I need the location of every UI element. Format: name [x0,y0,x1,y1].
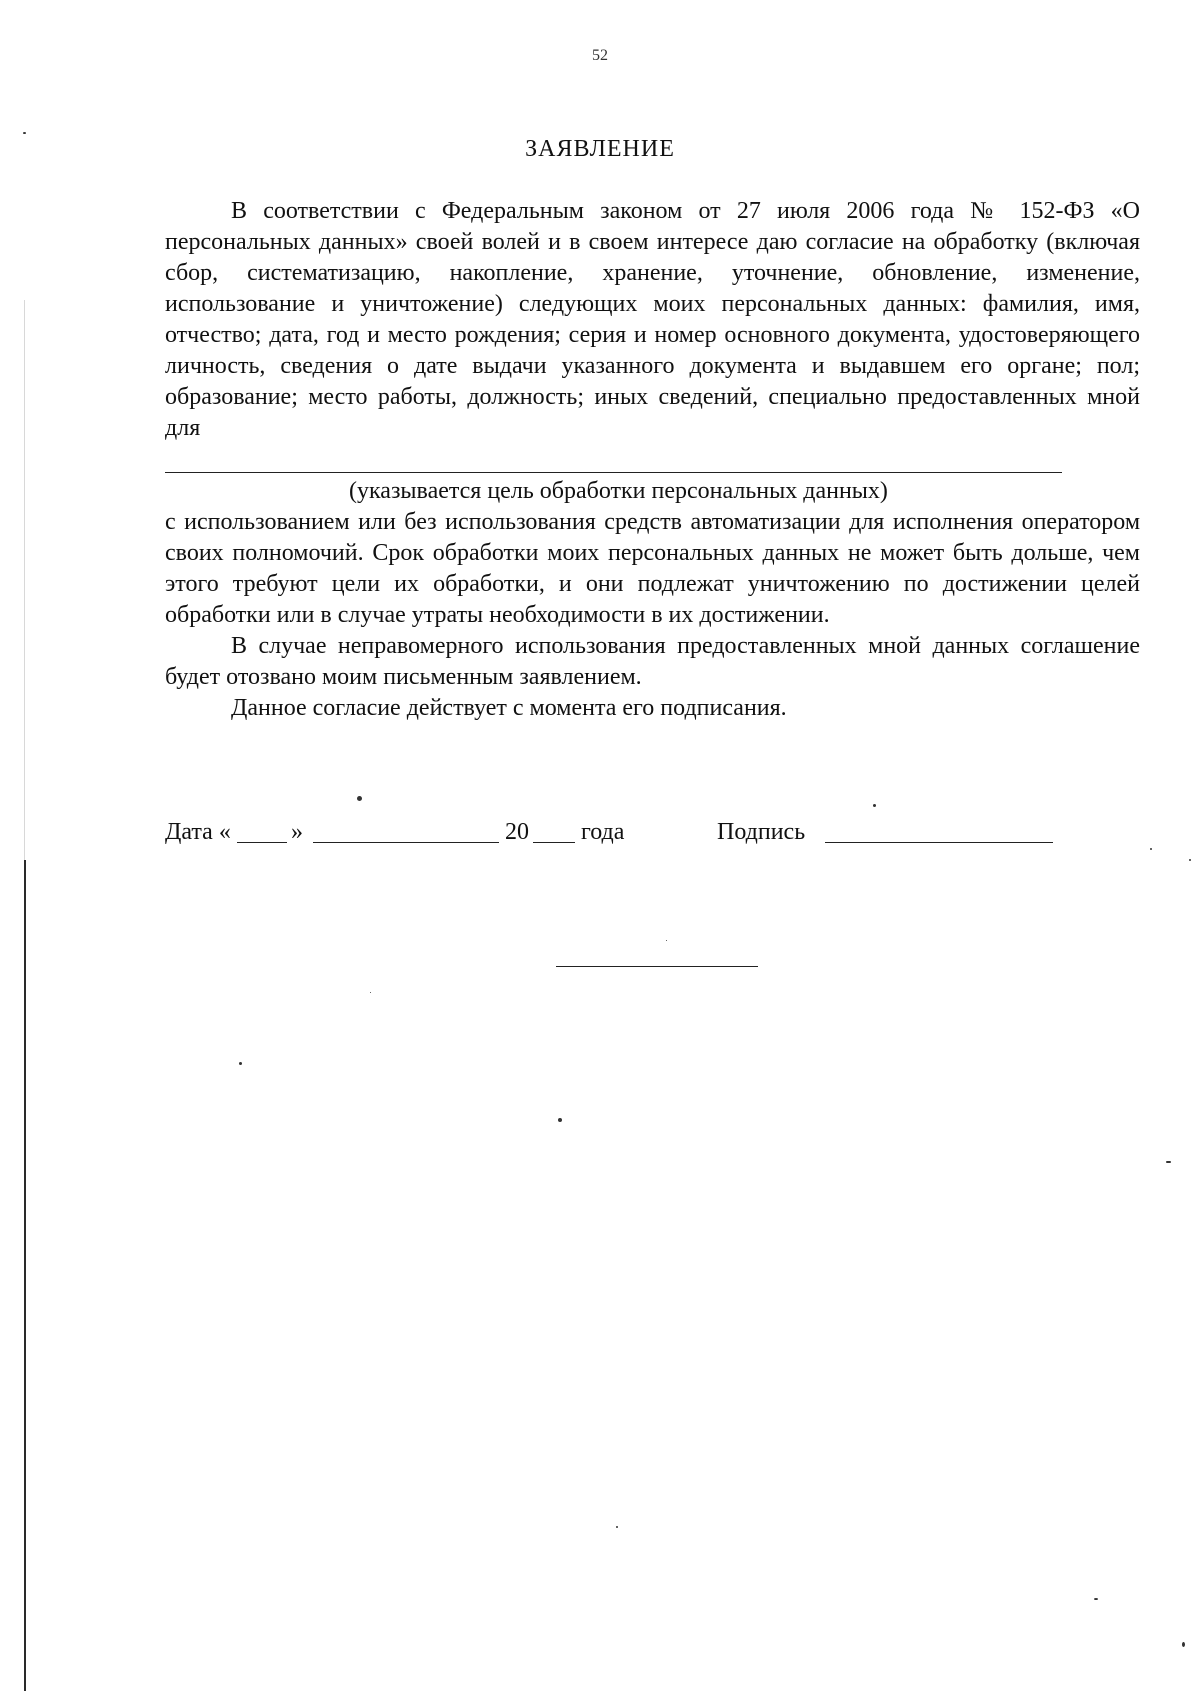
scan-speck [616,1526,618,1528]
date-close-quote: » [291,819,303,845]
scan-speck [370,992,371,993]
scan-speck [23,132,26,134]
document-title: ЗАЯВЛЕНИЕ [525,136,675,162]
consent-paragraph-intro [165,196,1140,444]
paragraph-revocation: В случае неправомерного использования предоставленных мной данных соглашение будет отозвано моим письменным заявлением. [165,633,1140,690]
scan-speck [1189,859,1191,861]
consent-paragraphs-terms [165,507,1140,724]
paragraph-processing-terms: с использованием или без использования средств автоматизации для исполнения оператором своих полномочий. Срок обработки моих персональных данных не может быть дольше, чем этого требуют цели их обработки, и они подлежат уничтожению по достижении целей обработки или в случае утраты необходимости в их достижении. [165,509,1140,628]
scan-speck [1166,1161,1171,1163]
scan-edge-line [24,860,26,1691]
date-signature-row [165,815,1065,849]
document-end-line [556,966,758,967]
paragraph-consent-scope: В соответствии с Федеральным законом от 27 июля 2006 года № 152-ФЗ «О персональных данных» своей волей и в своем интересе даю согласие на обработку (включая сбор, систематизацию, накопление, хранение, уточнение, обновление, изменение, использование и уничтожение) следующих моих персональных данных: фамилия, имя, отчество; дата, год и место рождения; серия и номер основного документа, удостоверяющего личность, сведения о дате выдачи указанного документа и выдавшем его органе; пол; образование; место работы, должность; иных сведений, специально предоставленных мной для [165,198,1140,441]
year-blank [533,842,575,843]
scan-speck [239,1062,242,1065]
signature-label: Подпись [717,819,806,845]
day-blank [237,842,287,843]
paragraph-validity: Данное согласие действует с момента его подписания. [231,695,787,721]
page-number: 52 [592,47,608,64]
month-blank [313,842,499,843]
scan-speck [666,940,667,941]
date-label: Дата « [165,819,231,845]
scan-speck [873,804,876,807]
signature-blank [825,842,1053,843]
scan-speck [1182,1642,1185,1647]
scan-edge-faint [24,300,25,860]
scan-speck [1094,1598,1098,1600]
purpose-fill-line [165,472,1062,473]
scan-speck [357,796,362,801]
purpose-caption: (указывается цель обработки персональных данных) [349,478,888,504]
year-prefix: 20 [505,819,529,845]
year-suffix: года [581,819,625,845]
scan-speck [558,1118,562,1122]
scan-speck [1150,848,1152,850]
